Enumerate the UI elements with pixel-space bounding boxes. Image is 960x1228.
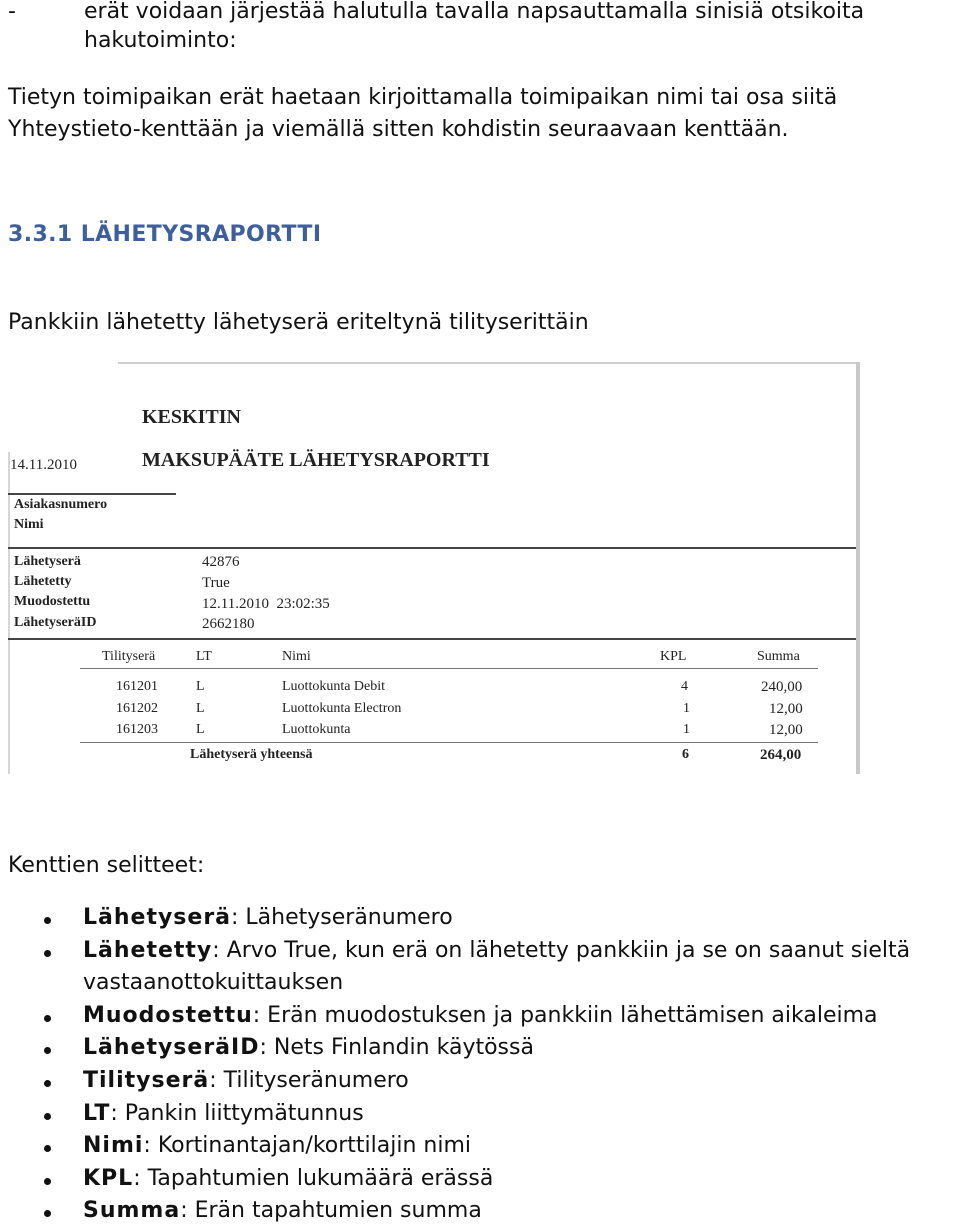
legend-heading: Kenttien selitteet: bbox=[8, 853, 205, 878]
legend-term: LähetyseräID bbox=[83, 1035, 260, 1061]
report-date: 14.11.2010 bbox=[10, 457, 77, 473]
legend-desc: : Nets Finlandin käytössä bbox=[259, 1035, 534, 1061]
legend-desc: : Arvo True, kun erä on lähetetty pankkiin ja se on saanut sieltä bbox=[212, 937, 911, 963]
legend-term: Lähetyserä bbox=[83, 905, 232, 930]
report-field-value: 2662180 bbox=[202, 616, 255, 632]
report-col-nimi: Nimi bbox=[282, 649, 311, 664]
legend-desc: : Erän tapahtumien summa bbox=[180, 1198, 482, 1224]
report-field-label: Lähetetty bbox=[14, 574, 72, 589]
report-cell-nimi: Luottokunta bbox=[282, 722, 351, 737]
bullet-icon bbox=[44, 950, 51, 957]
report-field-nimi: Nimi bbox=[14, 517, 44, 532]
report-image bbox=[8, 362, 860, 774]
report-title-main: MAKSUPÄÄTE LÄHETYSRAPORTTI bbox=[142, 449, 490, 471]
report-col-kpl: KPL bbox=[660, 649, 687, 664]
report-cell-kpl: 1 bbox=[683, 701, 690, 716]
report-edge-top bbox=[118, 362, 860, 364]
legend-desc: : Tilityseränumero bbox=[209, 1067, 409, 1093]
legend-list bbox=[8, 902, 958, 1228]
intro-bullet-line1: erät voidaan järjestää halutulla tavalla napsauttamalla sinisiä otsikoita bbox=[84, 0, 865, 24]
report-col-tilityserä: Tilityserä bbox=[102, 649, 156, 664]
bullet-icon bbox=[44, 1047, 51, 1054]
report-edge-right bbox=[856, 362, 860, 774]
report-field-asiakasnumero: Asiakasnumero bbox=[14, 497, 108, 512]
legend-desc: : Kortinantajan/korttilajin nimi bbox=[143, 1133, 472, 1159]
report-edge-left bbox=[8, 452, 10, 774]
legend-desc: : Erän muodostuksen ja pankkiin lähettämisen aikaleima bbox=[252, 1002, 878, 1028]
report-total-summa: 264,00 bbox=[760, 747, 802, 763]
report-total-label: Lähetyserä yhteensä bbox=[190, 747, 313, 762]
bullet-icon bbox=[44, 1145, 51, 1152]
report-field-value: 42876 bbox=[202, 554, 240, 570]
report-field-label: LähetyseräID bbox=[14, 615, 97, 630]
report-total-kpl: 6 bbox=[682, 747, 689, 762]
report-header-rule bbox=[80, 668, 818, 669]
report-col-lt: LT bbox=[196, 649, 212, 664]
report-cell-lt: L bbox=[196, 701, 205, 716]
legend-term: Muodostettu bbox=[83, 1002, 253, 1028]
legend-term: LT bbox=[83, 1100, 111, 1126]
legend-term: Tilityserä bbox=[83, 1067, 210, 1093]
list-item bbox=[8, 1195, 958, 1228]
report-field-value: True bbox=[202, 575, 230, 591]
report-cell-tilityserä: 161201 bbox=[116, 679, 158, 694]
bullet-icon bbox=[44, 917, 51, 924]
report-field-label: Muodostettu bbox=[14, 594, 91, 609]
list-item bbox=[8, 1032, 958, 1065]
bullet-icon bbox=[44, 1015, 51, 1022]
report-cell-nimi: Luottokunta Debit bbox=[282, 679, 386, 694]
legend-desc: : Tapahtumien lukumäärä erässä bbox=[133, 1165, 494, 1191]
report-col-summa: Summa bbox=[757, 649, 800, 664]
list-item bbox=[8, 1065, 958, 1098]
dash-marker: - bbox=[8, 0, 16, 24]
legend-term: Summa bbox=[83, 1198, 181, 1224]
legend-term: KPL bbox=[83, 1165, 134, 1191]
list-item bbox=[8, 1130, 958, 1163]
report-rule-2 bbox=[8, 547, 856, 549]
intro-paragraph-line1: Tietyn toimipaikan erät haetaan kirjoittamalla toimipaikan nimi tai osa siitä bbox=[8, 85, 838, 110]
report-cell-tilityserä: 161203 bbox=[116, 722, 158, 737]
report-cell-lt: L bbox=[196, 679, 205, 694]
report-total-rule bbox=[80, 742, 818, 743]
intro-paragraph-line2: Yhteystieto-kenttään ja viemällä sitten kohdistin seuraavaan kenttään. bbox=[8, 117, 789, 142]
bullet-icon bbox=[44, 1113, 51, 1120]
report-cell-kpl: 1 bbox=[683, 722, 690, 737]
report-field-value: 12.11.2010 23:02:35 bbox=[202, 596, 330, 612]
bullet-icon bbox=[44, 1080, 51, 1087]
legend-desc: : Pankin liittymätunnus bbox=[110, 1100, 364, 1126]
legend-desc: : Lähetyseränumero bbox=[231, 905, 453, 930]
legend-term: Nimi bbox=[83, 1133, 144, 1159]
report-cell-lt: L bbox=[196, 722, 205, 737]
legend-term: Lähetetty bbox=[83, 937, 213, 963]
report-cell-summa: 12,00 bbox=[769, 722, 803, 738]
report-cell-kpl: 4 bbox=[681, 679, 688, 694]
list-item bbox=[8, 1098, 958, 1131]
legend-desc-cont: vastaanottokuittauksen bbox=[83, 970, 344, 996]
report-rule-3 bbox=[8, 638, 856, 640]
list-item bbox=[8, 902, 958, 935]
list-item bbox=[8, 1163, 958, 1196]
report-cell-summa: 240,00 bbox=[761, 679, 803, 695]
intro-bullet-line2: hakutoiminto: bbox=[84, 28, 237, 53]
report-cell-tilityserä: 161202 bbox=[116, 701, 158, 716]
report-title-keskitin: KESKITIN bbox=[142, 406, 241, 428]
bullet-icon bbox=[44, 1210, 51, 1217]
section-subtitle: Pankkiin lähetetty lähetyserä eriteltynä tilityserittäin bbox=[8, 310, 589, 335]
report-field-label: Lähetyserä bbox=[14, 554, 81, 569]
list-item bbox=[8, 1000, 958, 1033]
list-item bbox=[8, 935, 958, 1000]
report-cell-summa: 12,00 bbox=[769, 701, 803, 717]
report-cell-nimi: Luottokunta Electron bbox=[282, 701, 402, 716]
report-rule-1 bbox=[8, 493, 176, 495]
bullet-icon bbox=[44, 1178, 51, 1185]
section-heading: 3.3.1 LÄHETYSRAPORTTI bbox=[8, 222, 322, 247]
